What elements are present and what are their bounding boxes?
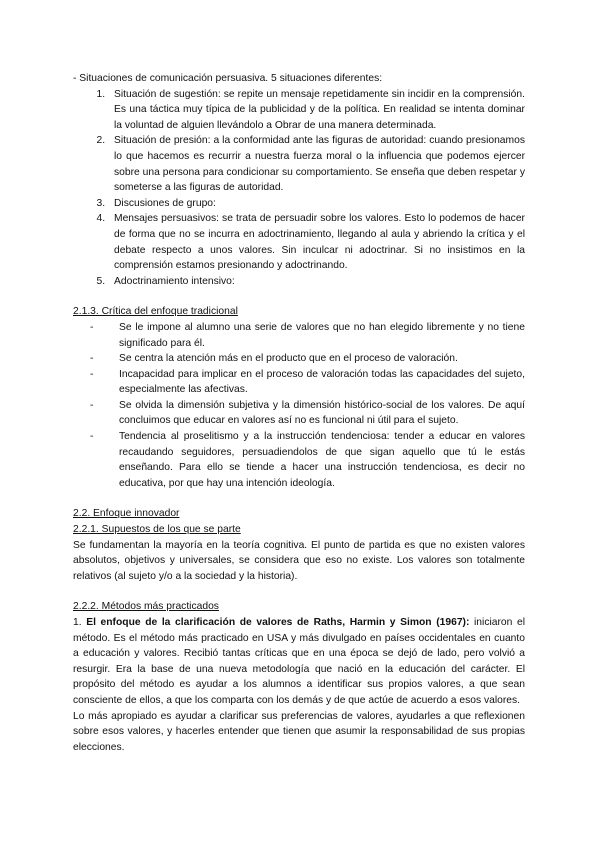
situations-list — [73, 87, 525, 290]
intro-line: - Situaciones de comunicación persuasiva. 5 situaciones diferentes: — [73, 73, 383, 84]
metodos-number: 1. — [73, 617, 87, 628]
critica-heading: 2.1.3. Crítica del enfoque tradicional — [73, 306, 238, 318]
critica-list — [73, 320, 525, 492]
supuestos-heading: 2.2.1. Supuestos de los que se parte — [73, 524, 241, 536]
innovador-heading: 2.2. Enfoque innovador — [73, 508, 180, 520]
metodos-paragraph-2: Lo más apropiado es ayudar a clarificar sus preferencias de valores, ayudarles a que reflexionen sobre esos valores, y hacerles entender que tienen que asumir la responsabilidad de sus propias elecciones. — [73, 710, 525, 753]
critica-item: - Se olvida la dimensión subjetiva y la dimensión histórico-social de los valores. De aquí concluimos que educar en valores así no es funcional ni útil para el sujeto. — [107, 398, 525, 429]
metodos-heading: 2.2.2. Métodos más practicados — [73, 601, 219, 613]
critica-item: - Se le impone al alumno una serie de valores que no han elegido libremente y no tiene significado para él. — [107, 320, 525, 351]
metodos-bold-title: El enfoque de la clarificación de valores de Raths, Harmin y Simon (1967): — [86, 617, 470, 628]
situation-item: 2. Situación de presión: a la conformidad ante las figuras de autoridad: cuando presionamos lo que hacemos es recurrir a nuestra fuerza moral o la influencia que podemos ejercer sobre una persona para condicionar su comportamiento. Se enseña que deben respetar y someterse a las figuras de autoridad. — [108, 133, 525, 195]
critica-item: - Incapacidad para implicar en el proceso de valoración todas las capacidades del sujeto, especialmente las afectivas. — [107, 367, 525, 398]
situation-item: 4. Mensajes persuasivos: se trata de persuadir sobre los valores. Esto lo podemos de hacer de forma que no se incurra en adoctrinamiento, llegando al aula y abriendo la crítica y el debate respecto a unos valores. Sin inculcar ni adoctrinar. Si no insistimos en la comprensión estamos presionando y adoctrinando. — [108, 211, 525, 273]
supuestos-text: Se fundamentan la mayoría en la teoría cognitiva. El punto de partida es que no existen valores absolutos, objetivos y universales, se considera que eso no existe. Los valores son totalmente relativos (al sujeto y/o a la sociedad y la historia). — [73, 539, 525, 582]
situation-item: 1. Situación de sugestión: se repite un mensaje repetidamente sin incidir en la comprensión. Es una táctica muy típica de la publicidad y de la política. En realidad se intenta dominar la voluntad de alguien llevándolo a Obrar de una manera determinada. — [108, 87, 525, 134]
critica-item: - Tendencia al proselitismo y a la instrucción tendenciosa: tender a educar en valores recaudando seguidores, persuadiendolos de que sigan aquello que tú le estás enseñando. Para ello se tiende a hacer una instrucción tendenciosa, es decir no educativa, por que hay una intención ideología. — [107, 429, 525, 491]
metodos-paragraph — [73, 615, 525, 709]
critica-item: - Se centra la atención más en el producto que en el proceso de valoración. — [107, 351, 525, 367]
metodos-text: iniciaron el método. Es el método más practicado en USA y más divulgado en países occidentales en cuanto a educación y valores. Recibió tantas críticas que en una época se dejó de lado, pero volvió a resurgir. Era la base de una nueva metodología que nació en la educación del carácter. El propósito del método es ayudar a los alumnos a identificar sus propios valores, a que sean consciente de ellos, a que los comparta con los demás y de que actúe de acuerdo a esos valores. — [73, 617, 525, 706]
situation-item: 3. Discusiones de grupo: — [108, 196, 525, 212]
situation-item: 5. Adoctrinamiento intensivo: — [108, 274, 525, 290]
